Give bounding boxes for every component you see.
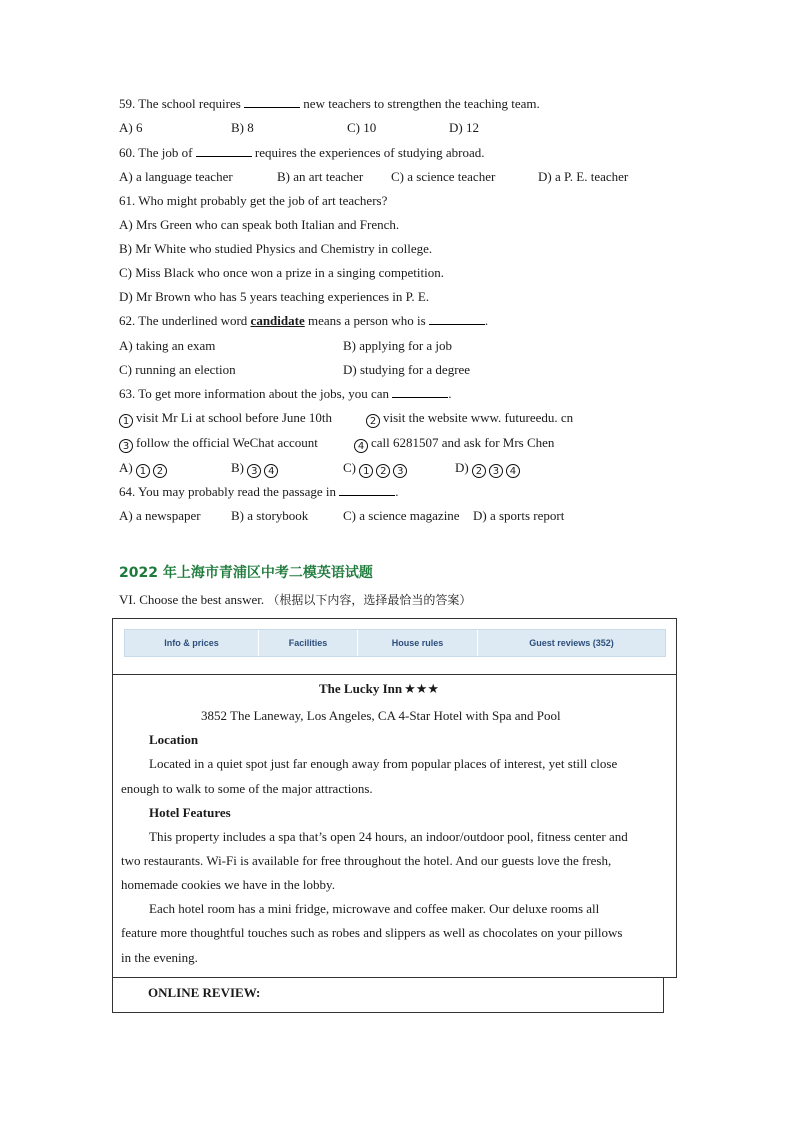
option-letter: D): [455, 460, 469, 475]
circled-number-2: 2: [366, 414, 380, 428]
tab-house-rules[interactable]: House rules: [358, 630, 478, 656]
features-text-3: homemade cookies we have in the lobby.: [121, 877, 335, 892]
item-text: visit Mr Li at school before June 10th: [136, 410, 333, 425]
online-review-box: [112, 978, 664, 1013]
tab-facilities[interactable]: Facilities: [259, 630, 358, 656]
q59-stem-start: 59. The school requires: [119, 96, 241, 111]
circled-number-2: 2: [472, 464, 486, 478]
q59-option-b: B) 8: [231, 120, 254, 135]
q61-option-c: C) Miss Black who once won a prize in a singing competition.: [119, 265, 444, 280]
q63-option-c: [343, 460, 410, 478]
location-heading: Location: [149, 732, 199, 747]
q63-stem-text: 63. To get more information about the jobs, you can: [119, 386, 389, 401]
underlined-word: candidate: [250, 313, 305, 328]
hotel-tab-bar: [124, 629, 666, 657]
features-text-2: two restaurants. Wi-Fi is available for free throughout the hotel. And our guests love the fresh,: [121, 853, 612, 868]
q59-option-a: A) 6: [119, 120, 143, 135]
q59-option-c: C) 10: [347, 120, 377, 135]
q61-option-b: B) Mr White who studied Physics and Chemistry in college.: [119, 241, 433, 256]
location-text-1: Located in a quiet spot just far enough away from popular places of interest, yet still close: [149, 756, 618, 771]
features-text-1: This property includes a spa that’s open 24 hours, an indoor/outdoor pool, fitness center and: [149, 829, 628, 844]
circled-number-4: 4: [354, 439, 368, 453]
q60-stem-start: 60. The job of: [119, 145, 193, 160]
q64-option-c: C) a science magazine: [343, 508, 460, 523]
answer-blank: [392, 386, 448, 398]
circled-number-4: 4: [506, 464, 520, 478]
answer-blank: [244, 96, 300, 108]
answer-blank: [339, 484, 395, 496]
q62-stem-end: means a person who is: [307, 313, 426, 328]
q63-item-3: [119, 435, 318, 453]
hotel-address: 3852 The Laneway, Los Angeles, CA 4-Star Hotel with Spa and Pool: [201, 708, 561, 723]
option-letter: C): [343, 460, 356, 475]
q62-option-a: A) taking an exam: [119, 338, 216, 353]
q63-item-4: [354, 435, 554, 453]
item-text: call 6281507 and ask for Mrs Chen: [371, 435, 555, 450]
hotel-info-box: [112, 618, 677, 978]
circled-number-2: 2: [153, 464, 167, 478]
instruction-cn: （根据以下内容，选择最恰当的答案）: [267, 593, 472, 607]
section-instruction: [119, 592, 471, 608]
circled-number-1: 1: [359, 464, 373, 478]
q63-option-b: [231, 460, 281, 478]
q61-option-a: A) Mrs Green who can speak both Italian and French.: [119, 217, 400, 232]
tab-guest-reviews[interactable]: Guest reviews (352): [529, 638, 614, 648]
q61-option-d: D) Mr Brown who has 5 years teaching experiences in P. E.: [119, 289, 430, 304]
q60-option-b: B) an art teacher: [277, 169, 364, 184]
instruction-en: VI. Choose the best answer.: [119, 592, 265, 607]
question-60-stem: [119, 145, 485, 161]
features-text-6: in the evening.: [121, 950, 198, 965]
q60-option-a: A) a language teacher: [119, 169, 233, 184]
question-61-stem: 61. Who might probably get the job of art teachers?: [119, 193, 388, 208]
hotel-name: The Lucky Inn: [319, 681, 403, 696]
features-text-5: feature more thoughtful touches such as robes and slippers as well as chocolates on your pillows: [121, 925, 623, 940]
q62-stem-start: 62. The underlined word: [119, 313, 248, 328]
circled-number-4: 4: [264, 464, 278, 478]
item-text: follow the official WeChat account: [136, 435, 318, 450]
question-62-stem: 62. The underlined word candidate means a person who is .: [119, 313, 489, 328]
q62-option-c: C) running an election: [119, 362, 236, 377]
q59-option-d: D) 12: [449, 120, 479, 135]
circled-number-3: 3: [393, 464, 407, 478]
divider: [113, 674, 676, 675]
q64-option-b: B) a storybook: [231, 508, 309, 523]
q63-item-1: [119, 410, 332, 428]
question-64-stem: 64. You may probably read the passage in .: [119, 484, 399, 499]
star-rating: ★★★: [404, 682, 440, 697]
circled-number-3: 3: [247, 464, 261, 478]
circled-number-1: 1: [136, 464, 150, 478]
item-text: visit the website www. futureedu. cn: [383, 410, 574, 425]
circled-number-3: 3: [489, 464, 503, 478]
circled-number-1: 1: [119, 414, 133, 428]
tab-info-prices[interactable]: Info & prices: [125, 630, 259, 656]
q60-stem-end: requires the experiences of studying abroad.: [254, 145, 485, 160]
location-text-2: enough to walk to some of the major attractions.: [121, 781, 373, 796]
q63-option-d: [455, 460, 523, 478]
answer-blank: [196, 145, 252, 157]
question-63-stem: 63. To get more information about the jobs, you can .: [119, 386, 452, 401]
option-letter: A): [119, 460, 133, 475]
q64-option-d: D) a sports report: [473, 508, 565, 523]
question-59-stem: [119, 96, 540, 112]
features-text-4: Each hotel room has a mini fridge, microwave and coffee maker. Our deluxe rooms all: [149, 901, 600, 916]
q62-option-d: D) studying for a degree: [343, 362, 471, 377]
q63-option-a: [119, 460, 170, 478]
q64-stem-text: 64. You may probably read the passage in: [119, 484, 336, 499]
q62-option-b: B) applying for a job: [343, 338, 453, 353]
option-letter: B): [231, 460, 244, 475]
online-review-heading: ONLINE REVIEW:: [148, 985, 261, 1000]
circled-number-3: 3: [119, 439, 133, 453]
hotel-title: [319, 681, 439, 698]
q59-stem-end: new teachers to strengthen the teaching team.: [303, 96, 540, 111]
circled-number-2: 2: [376, 464, 390, 478]
q64-option-a: A) a newspaper: [119, 508, 201, 523]
features-heading: Hotel Features: [149, 805, 231, 820]
section-heading: 2022 年上海市青浦区中考二模英语试题: [119, 565, 373, 581]
answer-blank: [429, 313, 485, 325]
q63-item-2: [366, 410, 573, 428]
q60-option-d: D) a P. E. teacher: [538, 169, 629, 184]
q60-option-c: C) a science teacher: [391, 169, 496, 184]
